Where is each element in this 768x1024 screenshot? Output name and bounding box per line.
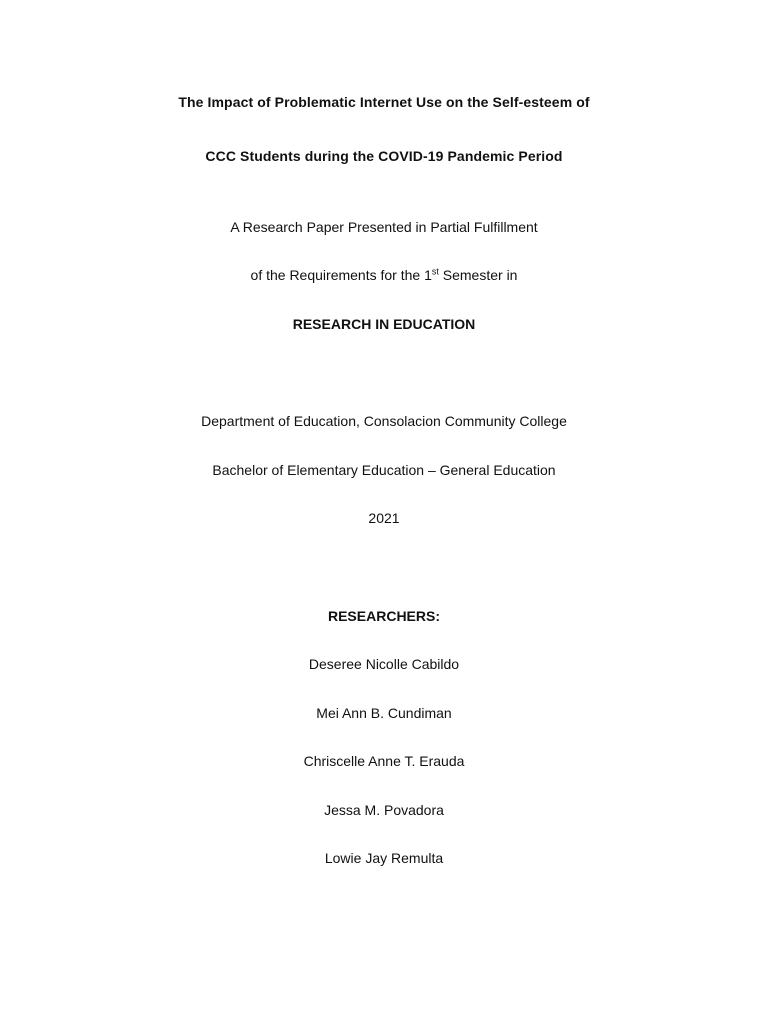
title-line-2: CCC Students during the COVID-19 Pandemic Period — [205, 148, 563, 164]
subtitle-line-2-before: of the Requirements for the 1 — [250, 267, 432, 283]
department: Department of Education, Consolacion Community College — [201, 413, 567, 429]
researcher-name: Jessa M. Povadora — [324, 802, 444, 818]
researcher-name: Mei Ann B. Cundiman — [316, 705, 452, 721]
year: 2021 — [368, 510, 400, 526]
researcher-name: Deseree Nicolle Cabildo — [308, 656, 460, 672]
researchers-heading: RESEARCHERS: — [327, 608, 440, 624]
subtitle-line-2 — [0, 266, 768, 284]
program: Bachelor of Elementary Education – General Education — [212, 462, 556, 478]
subtitle-line-2-after: Semester in — [438, 267, 518, 283]
subtitle-line-1: A Research Paper Presented in Partial Fulfillment — [230, 219, 538, 235]
course-name: RESEARCH IN EDUCATION — [292, 316, 476, 332]
researcher-name: Chriscelle Anne T. Erauda — [303, 753, 465, 769]
researcher-name: Lowie Jay Remulta — [324, 850, 444, 866]
ordinal-superscript: st — [431, 266, 439, 277]
title-line-1: The Impact of Problematic Internet Use on the Self-esteem of — [178, 94, 590, 110]
